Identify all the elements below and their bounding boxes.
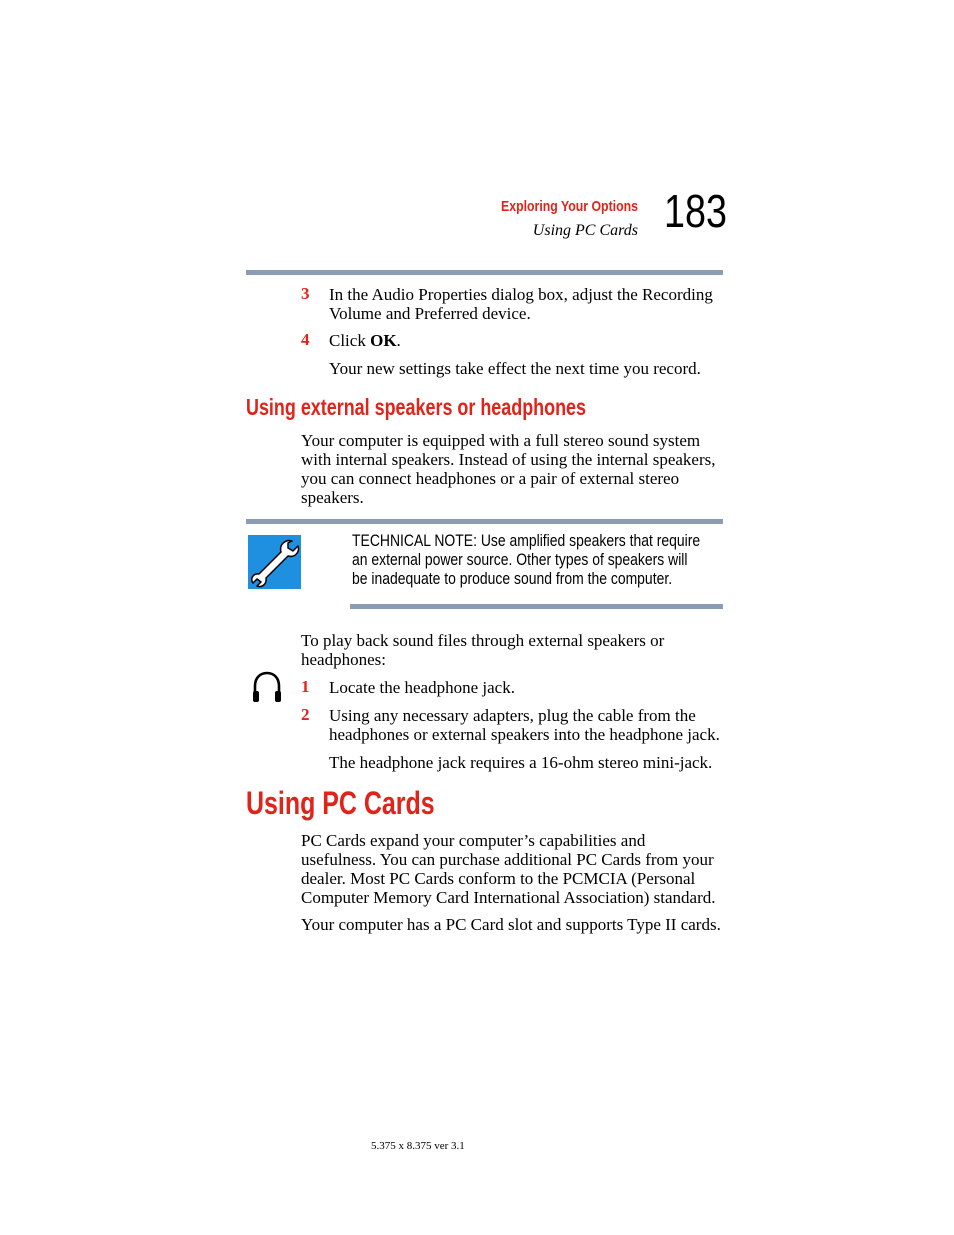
step-text-part: Click <box>329 331 371 350</box>
section-paragraph: PC Cards expand your computer’s capabilities and usefulness. You can purchase additional PC Cards from your dealer. Most PC Cards conform to the PCMCIA (Personal Computer Memory Card International Association) standard. <box>301 831 716 907</box>
section-heading: Using PC Cards <box>246 785 435 821</box>
step-number: 2 <box>301 705 310 724</box>
footer-version: 5.375 x 8.375 ver 3.1 <box>371 1140 465 1152</box>
wrench-icon <box>248 535 301 589</box>
step-text <box>329 331 724 350</box>
note-top-rule <box>246 519 723 524</box>
running-header-chapter: Exploring Your Options <box>501 198 638 215</box>
step-text: Locate the headphone jack. <box>329 678 515 697</box>
step-text-bold: OK <box>370 331 397 350</box>
running-header-section: Using PC Cards <box>532 222 638 239</box>
step-result: The headphone jack requires a 16-ohm stereo mini-jack. <box>329 753 713 772</box>
step-number: 4 <box>301 330 310 349</box>
section-paragraph: Your computer has a PC Card slot and supports Type II cards. <box>301 915 721 934</box>
playback-intro: To play back sound files through external speakers or headphones: <box>301 631 665 669</box>
step-text-part: . <box>396 331 401 350</box>
subsection-heading: Using external speakers or headphones <box>246 394 586 420</box>
step-text: Using any necessary adapters, plug the cable from the headphones or external speakers into the headphone jack. <box>329 706 720 744</box>
step-number: 1 <box>301 677 310 696</box>
header-rule <box>246 270 723 275</box>
subsection-intro: Your computer is equipped with a full stereo sound system with internal speakers. Instead of using the internal speakers, you can connect headphones or a pair of external stereo speakers. <box>301 431 716 507</box>
note-bottom-rule <box>350 604 723 609</box>
step-text: In the Audio Properties dialog box, adjust the Recording Volume and Preferred device. <box>329 285 713 323</box>
technical-note-text: TECHNICAL NOTE: Use amplified speakers that require an external power source. Other types of speakers will be inadequate to produce sound from the computer. <box>352 531 701 588</box>
headphones-icon <box>251 670 283 704</box>
step-result: Your new settings take effect the next time you record. <box>329 359 701 378</box>
page-number: 183 <box>664 185 727 237</box>
step-number: 3 <box>301 284 310 303</box>
